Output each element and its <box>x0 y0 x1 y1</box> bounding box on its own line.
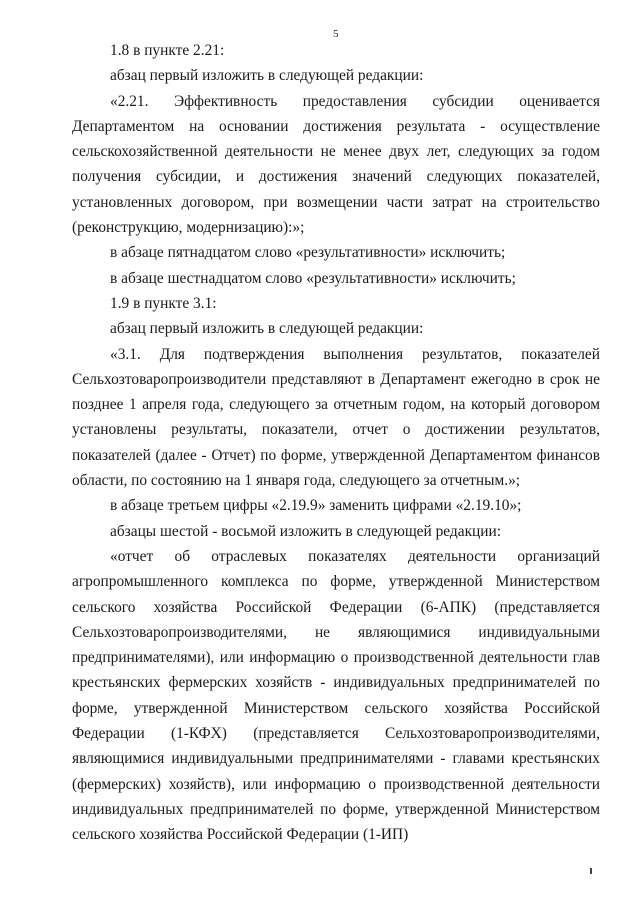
paragraph-instruction: абзац первый изложить в следующей редакции: <box>110 320 424 338</box>
paragraph-instruction: абзац первый изложить в следующей редакции: <box>110 67 424 85</box>
paragraph-quote-report: «отчет об отраслевых показателях деятельности организаций агропромышленного комплекса по форме, утвержденной Министерством сельского хозяйства Российской Федерации (6-АПК) (представляется Сельхозтоваропроизводителями, не являющимися индивидуальными предпринимателями), или информацию о производственной деятельности глав крестьянских фермерских хозяйств - индивидуальных предпринимателей по форме, утвержденной Министерством сельского хозяйства Российской Федерации (1-КФХ) (представляется Сельхозтоваропроизводителями, являющимися индивидуальными предпринимателями - главами крестьянских (фермерских) хозяйств), или информацию о производственной деятельности индивидуальных предпринимателей по форме, утвержденной Министерством сельского хозяйства Российской Федерации (1-ИП) <box>72 547 600 844</box>
paragraph-amendment: в абзаце шестнадцатом слово «результативности» исключить; <box>110 269 516 287</box>
paragraph-amendment: в абзаце пятнадцатом слово «результативности» исключить; <box>110 244 506 262</box>
paragraph-instruction: абзацы шестой - восьмой изложить в следующей редакции: <box>110 522 502 540</box>
paragraph-quote-2-21: «2.21. Эффективность предоставления субсидии оценивается Департаментом на основании достижения результата - осуществление сельскохозяйственной деятельности не менее двух лет, следующих за годом получения субсидии, и достижения значений следующих показателей, установленных договором, при возмещении части затрат на строительство (реконструкцию, модернизацию):»; <box>72 92 600 237</box>
scan-mark <box>590 868 592 874</box>
paragraph-amendment: в абзаце третьем цифры «2.19.9» заменить цифрами «2.19.10»; <box>110 497 522 515</box>
paragraph-quote-3-1: «3.1. Для подтверждения выполнения результатов, показателей Сельхозтоваропроизводители представляют в Департамент ежегодно в срок не позднее 1 апреля года, следующего за отчетным годом, на который договором установлены результаты, показатели, отчет о достижении результатов, показателей (далее - Отчет) по форме, утвержденной Департаментом финансов области, по состоянию на 1 января года, следующего за отчетным.»; <box>72 345 600 490</box>
document-body <box>72 38 600 848</box>
page-number: 5 <box>333 28 339 40</box>
paragraph-item-1-8: 1.8 в пункте 2.21: <box>110 42 225 59</box>
paragraph-item-1-9: 1.9 в пункте 3.1: <box>110 294 217 312</box>
